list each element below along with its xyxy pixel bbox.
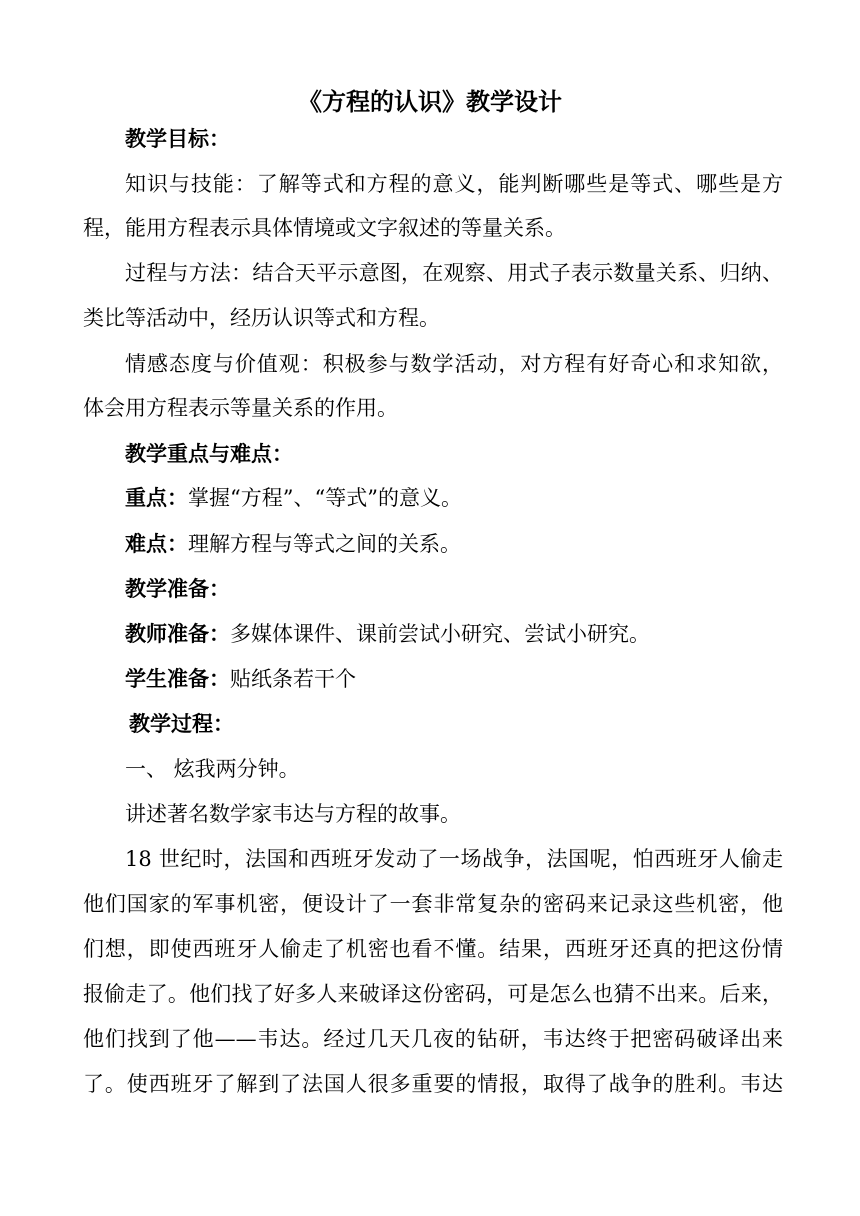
difficult-point-line: [125, 529, 825, 559]
emotion-values-line-2: 体会用方程表示等量关系的作用。: [83, 396, 398, 420]
emotion-values-line-1: 情感态度与价值观：积极参与数学活动，对方程有好奇心和求知欲，: [125, 352, 783, 376]
difficult-point-label: 难点：: [125, 531, 188, 556]
student-prep-label: 学生准备：: [125, 666, 230, 691]
key-point-label: 重点：: [125, 485, 188, 510]
section-1-heading: 一、 炫我两分钟。: [125, 757, 300, 781]
teacher-prep-label: 教师准备：: [125, 621, 230, 646]
story-paragraph-line: 18 世纪时，法国和西班牙发动了一场战争，法国呢，怕西班牙人偷走: [125, 847, 783, 871]
process-heading: 教学过程：: [129, 711, 234, 736]
story-paragraph-line: 他们找到了他——韦达。经过几天几夜的钻研，韦达终于把密码破译出来: [83, 1027, 783, 1051]
student-prep-line: [125, 664, 825, 694]
prep-heading: 教学准备：: [125, 576, 230, 601]
teacher-prep-line: [125, 619, 825, 649]
document-title: 《方程的认识》教学设计: [298, 87, 562, 116]
knowledge-skills-line-2: 程，能用方程表示具体情境或文字叙述的等量关系。: [83, 216, 566, 240]
key-point-line: [125, 483, 825, 513]
difficult-point-text: 理解方程与等式之间的关系。: [188, 532, 461, 556]
story-paragraph-line: 他们国家的军事机密，便设计了一套非常复杂的密码来记录这些机密，他: [83, 892, 783, 916]
key-difficult-heading: 教学重点与难点：: [125, 441, 293, 466]
story-paragraph-line: 报偷走了。他们找了好多人来破译这份密码，可是怎么也猜不出来。后来，: [83, 982, 783, 1006]
teacher-prep-text: 多媒体课件、课前尝试小研究、尝试小研究。: [230, 622, 650, 646]
key-point-text: 掌握“方程”、“等式”的意义。: [188, 486, 462, 510]
process-method-line-2: 类比等活动中，经历认识等式和方程。: [83, 306, 440, 330]
goals-heading: 教学目标：: [125, 126, 230, 151]
knowledge-skills-line-1: 知识与技能：了解等式和方程的意义，能判断哪些是等式、哪些是方: [125, 172, 783, 196]
story-intro: 讲述著名数学家韦达与方程的故事。: [125, 802, 461, 826]
story-paragraph-line: 们想，即使西班牙人偷走了机密也看不懂。结果，西班牙还真的把这份情: [83, 937, 783, 961]
student-prep-text: 贴纸条若干个: [230, 667, 356, 691]
process-method-line-1: 过程与方法：结合天平示意图，在观察、用式子表示数量关系、归纳、: [125, 261, 783, 285]
story-paragraph-line: 了。使西班牙了解到了法国人很多重要的情报，取得了战争的胜利。韦达: [83, 1072, 783, 1096]
